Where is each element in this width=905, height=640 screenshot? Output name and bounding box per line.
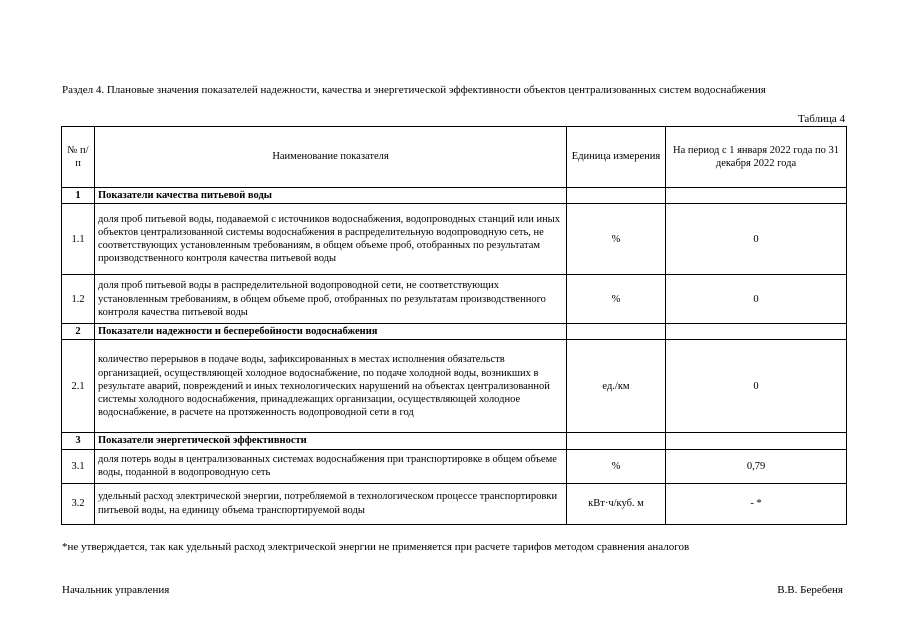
table-body — [62, 188, 847, 525]
indicator-name: доля потерь воды в централизованных системах водоснабжения при транспортировке в общем объеме воды, поданной в водопроводную сеть — [95, 449, 567, 483]
section-number: 3 — [62, 433, 95, 449]
value-cell: 0,79 — [666, 449, 847, 483]
column-header-num-text: № п/п — [67, 144, 89, 169]
column-header-unit — [567, 127, 666, 188]
row-number: 2.1 — [62, 340, 95, 433]
section-value-empty — [666, 188, 847, 204]
section-number: 2 — [62, 324, 95, 340]
section-number: 1 — [62, 188, 95, 204]
section-unit-empty — [567, 188, 666, 204]
value-cell: 0 — [666, 204, 847, 275]
section-row — [62, 188, 847, 204]
column-header-num — [62, 127, 95, 188]
section-row — [62, 433, 847, 449]
value-cell: - * — [666, 483, 847, 524]
unit-cell: % — [567, 449, 666, 483]
table-row — [62, 340, 847, 433]
column-header-period — [666, 127, 847, 188]
table-header-row — [62, 127, 847, 188]
indicator-name: доля проб питьевой воды, подаваемой с источников водоснабжения, водопроводных станций или иных объектов централизованной системы водоснабжения в распределительную водопроводную сеть, не соответствующих установленным требованиям, в общем объеме проб, отобранных по результатам производственного контроля качества питьевой воды — [95, 204, 567, 275]
column-header-name — [95, 127, 567, 188]
row-number: 3.1 — [62, 449, 95, 483]
row-number: 3.2 — [62, 483, 95, 524]
value-cell: 0 — [666, 275, 847, 324]
footnote: *не утверждается, так как удельный расход электрической энергии не применяется при расчете тарифов методом сравнения аналогов — [62, 541, 690, 553]
indicator-name: количество перерывов в подаче воды, зафиксированных в местах исполнения обязательств организацией, осуществляющей холодное водоснабжение, по подаче холодной воды, возникших в результате аварий, повреждений и иных технологических нарушений на объектах централизованной системы холодного водоснабжения, принадлежащих организации, осуществляющей холодное водоснабжение, в расчете на протяженность водопроводной сети в год — [95, 340, 567, 433]
column-header-name-text: Наименование показателя — [272, 151, 389, 163]
section-unit-empty — [567, 324, 666, 340]
indicator-name: доля проб питьевой воды в распределительной водопроводной сети, не соответствующих установленным требованиям, в общем объеме проб, отобранных по результатам производственного контроля качества питьевой воды — [95, 275, 567, 324]
unit-cell: ед./км — [567, 340, 666, 433]
unit-cell: кВт·ч/куб. м — [567, 483, 666, 524]
column-header-unit-text: Единица измерения — [571, 151, 661, 163]
row-number: 1.2 — [62, 275, 95, 324]
unit-cell: % — [567, 275, 666, 324]
table-row — [62, 204, 847, 275]
section-value-empty — [666, 433, 847, 449]
table-row — [62, 449, 847, 483]
section-title: Показатели энергетической эффективности — [95, 433, 567, 449]
signature-position: Начальник управления — [62, 584, 170, 596]
section-title: Показатели надежности и бесперебойности водоснабжения — [95, 324, 567, 340]
table-label: Таблица 4 — [797, 113, 845, 125]
section-unit-empty — [567, 433, 666, 449]
column-header-period-text: На период с 1 января 2022 года по 31 декабря 2022 года — [673, 144, 839, 169]
section-heading: Раздел 4. Плановые значения показателей надежности, качества и энергетической эффективности объектов централизованных систем водоснабжения — [62, 84, 766, 96]
section-title: Показатели качества питьевой воды — [95, 188, 567, 204]
signature-name: В.В. Беребеня — [777, 584, 843, 596]
section-value-empty — [666, 324, 847, 340]
section-row — [62, 324, 847, 340]
unit-cell: % — [567, 204, 666, 275]
table-row — [62, 483, 847, 524]
table-row — [62, 275, 847, 324]
value-cell: 0 — [666, 340, 847, 433]
row-number: 1.1 — [62, 204, 95, 275]
indicator-name: удельный расход электрической энергии, потребляемой в технологическом процессе транспортировки питьевой воды, на единицу объема транспортируемой воды — [95, 483, 567, 524]
indicators-table — [61, 126, 847, 525]
